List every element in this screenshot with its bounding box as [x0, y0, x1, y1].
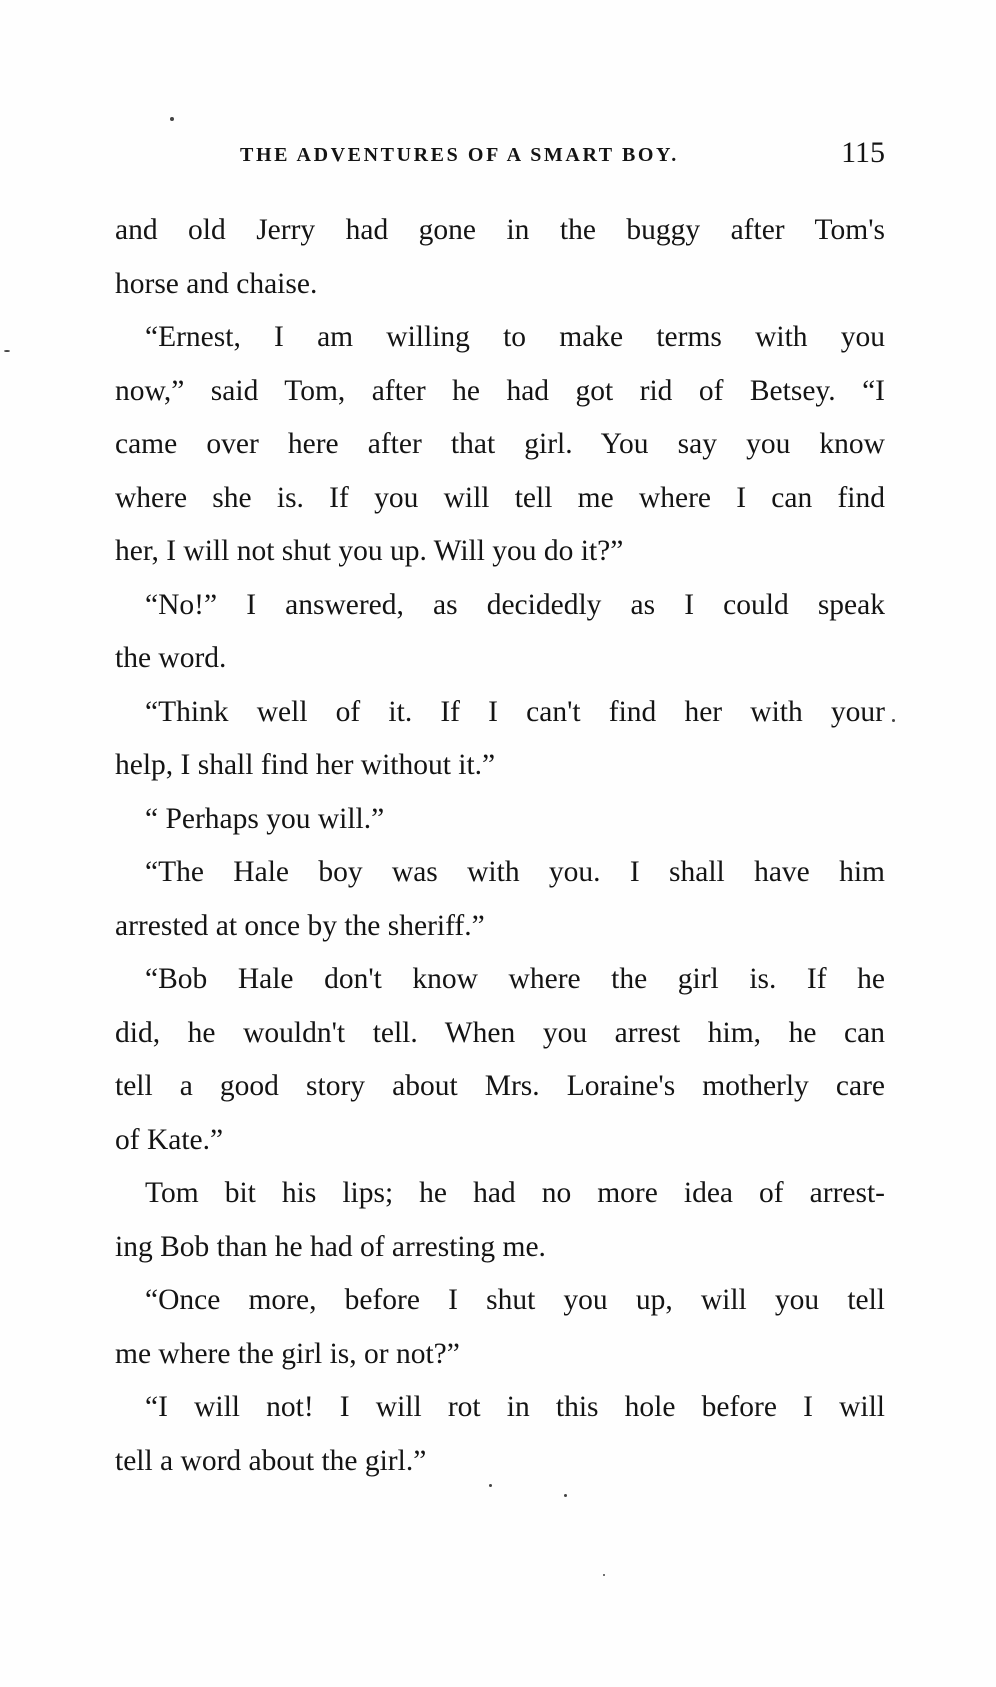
text-line: tell a word about the girl.”: [115, 1444, 427, 1477]
body-text: [115, 204, 885, 1488]
paragraph: [115, 953, 885, 1167]
text-line: “The Hale boy was with you. I shall have him: [145, 856, 885, 888]
print-speck: [489, 1484, 492, 1487]
paragraph: [115, 311, 885, 579]
text-line: where she is. If you will tell me where I can find: [115, 481, 885, 514]
running-title: THE ADVENTURES OF A SMART BOY.: [240, 144, 679, 166]
text-line: now,” said Tom, after he had got rid of Betsey. “I: [115, 374, 885, 407]
text-line: “Bob Hale don't know where the girl is. If he: [145, 963, 885, 995]
paragraph: [115, 1381, 885, 1488]
text-line: “No!” I answered, as decidedly as I could speak: [145, 588, 885, 621]
text-line: “Think well of it. If I can't find her with your: [145, 695, 885, 728]
print-speck: [603, 1574, 605, 1576]
paragraph: [115, 1274, 885, 1381]
page-number: 115: [841, 136, 885, 169]
running-head: [115, 134, 885, 174]
text-line: her, I will not shut you up. Will you do it?”: [115, 535, 624, 567]
text-line: arrested at once by the sheriff.”: [115, 909, 485, 942]
text-line: “Once more, before I shut you up, will you tell: [145, 1284, 885, 1316]
print-speck: [4, 350, 10, 352]
text-line: help, I shall find her without it.”: [115, 749, 496, 781]
text-line: ing Bob than he had of arresting me.: [115, 1230, 546, 1263]
text-line: the word.: [115, 642, 227, 674]
text-line: “Ernest, I am willing to make terms with you: [145, 321, 885, 353]
text-line: tell a good story about Mrs. Loraine's motherly care: [115, 1070, 885, 1102]
paragraph: [115, 793, 885, 847]
text-line: came over here after that girl. You say you know: [115, 428, 885, 460]
text-line: horse and chaise.: [115, 267, 318, 300]
print-speck: [170, 117, 174, 121]
paragraph: [115, 204, 885, 311]
text-line: “ Perhaps you will.”: [145, 802, 385, 835]
paragraph: [115, 579, 885, 686]
text-line: “I will not! I will rot in this hole before I will: [145, 1391, 885, 1423]
text-line: and old Jerry had gone in the buggy after Tom's: [115, 214, 885, 246]
paragraph: [115, 686, 885, 793]
print-speck: [564, 1494, 567, 1497]
print-speck: [892, 719, 895, 722]
paragraph: [115, 1167, 885, 1274]
text-line: did, he wouldn't tell. When you arrest him, he can: [115, 1016, 885, 1049]
text-line: of Kate.”: [115, 1123, 224, 1156]
text-line: Tom bit his lips; he had no more idea of arrest-: [145, 1177, 885, 1209]
text-line: me where the girl is, or not?”: [115, 1337, 460, 1370]
paragraph: [115, 846, 885, 953]
